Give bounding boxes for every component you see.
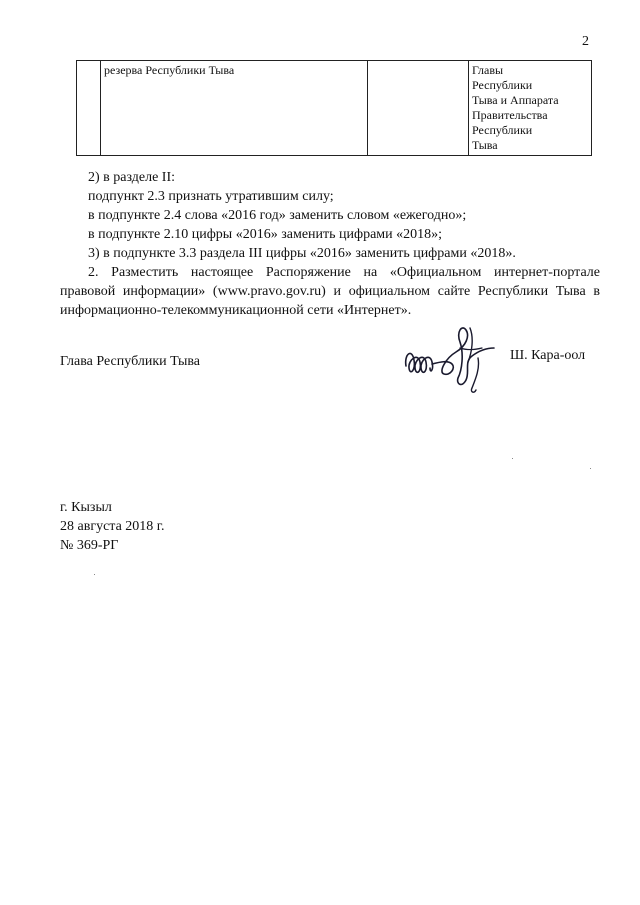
body-line: 3) в подпункте 3.3 раздела III цифры «2016» заменить цифрами «2018». <box>88 246 516 261</box>
scan-speck <box>590 468 591 469</box>
responsible-line: Правительства <box>472 108 548 122</box>
body-line: в подпункте 2.10 цифры «2016» заменить цифрами «2018»; <box>88 227 443 242</box>
document-body <box>60 168 600 320</box>
footer-number: № 369-РГ <box>60 538 119 553</box>
table-row <box>77 61 592 156</box>
responsible-line: Главы <box>472 63 504 77</box>
signer-name: Ш. Кара-оол <box>510 348 586 363</box>
footer-date: 28 августа 2018 г. <box>60 519 165 534</box>
body-line: подпункт 2.3 признать утратившим силу; <box>88 189 334 204</box>
table-cell-responsible <box>469 61 592 156</box>
responsible-line: Тыва и Аппарата <box>472 93 559 107</box>
body-line: 2) в разделе II: <box>88 170 176 185</box>
document-footer <box>60 498 164 555</box>
responsible-line: Республики <box>472 123 533 137</box>
table-cell-text: резерва Республики Тыва <box>101 61 368 156</box>
table-cell-empty <box>368 61 469 156</box>
signer-title: Глава Республики Тыва <box>60 354 201 369</box>
scan-speck <box>512 458 513 459</box>
responsible-line: Тыва <box>472 138 498 152</box>
handwritten-signature <box>400 318 500 396</box>
footer-city: г. Кызыл <box>60 500 112 515</box>
page-number: 2 <box>582 34 589 49</box>
responsible-line: Республики <box>472 78 533 92</box>
scan-speck <box>94 574 95 575</box>
resolution-table <box>76 60 592 156</box>
body-line: в подпункте 2.4 слова «2016 год» заменить словом «ежегодно»; <box>88 208 467 223</box>
table-cell-index <box>77 61 101 156</box>
body-paragraph: 2. Разместить настоящее Распоряжение на «Официальном интернет-портале правовой информации» (www.pravo.gov.ru) и официальном сайте Республики Тыва в информационно-телекоммуникационной сети «Интернет». <box>60 265 600 318</box>
